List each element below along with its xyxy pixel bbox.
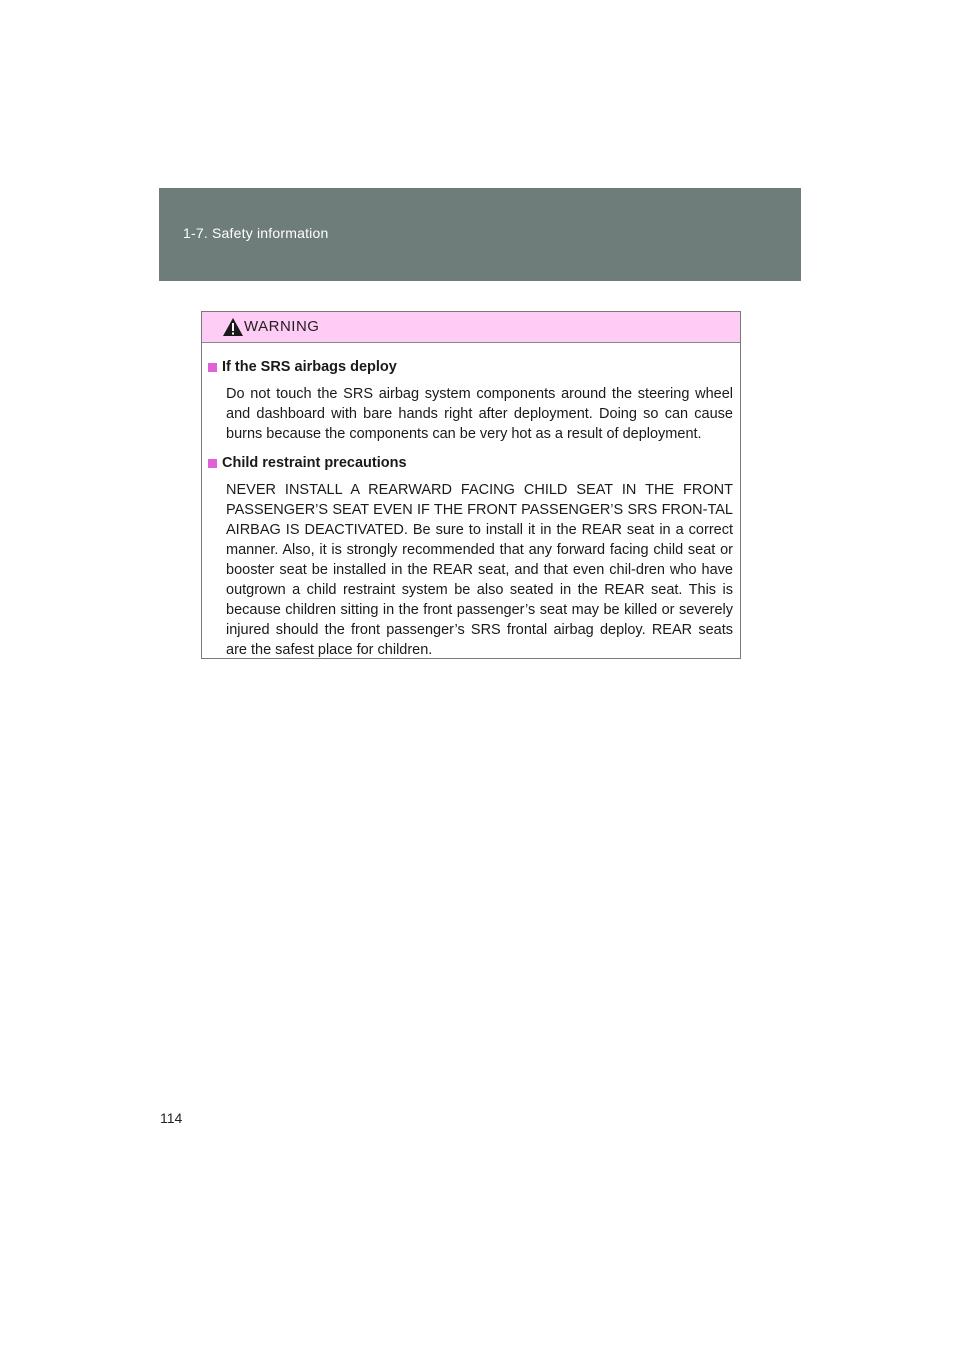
warning-label: WARNING xyxy=(244,318,320,335)
item-title xyxy=(208,453,733,473)
page-number: 114 xyxy=(160,1110,183,1126)
section-header-band xyxy=(159,188,801,281)
square-bullet-icon xyxy=(208,459,217,468)
item-body: NEVER INSTALL A REARWARD FACING CHILD SEAT IN THE FRONT PASSENGER’S SEAT EVEN IF THE FRONT PASSENGER’S SRS FRON-TAL AIRBAG IS DEACTIVATED. Be sure to install it in the REAR seat in a correct manner. Also, it is strongly recommended that any forward facing child seat or booster seat be installed in the REAR seat, and that even chil-dren who have outgrown a child restraint system be also seated in the REAR seat. This is because children sitting in the front passenger’s seat may be killed or severely injured should the front passenger’s SRS frontal airbag deploy. REAR seats are the safest place for children. xyxy=(226,482,733,658)
warning-triangle-icon xyxy=(222,317,244,337)
warning-header xyxy=(202,312,740,343)
section-title: 1-7. Safety information xyxy=(183,225,329,241)
item-title xyxy=(208,357,733,377)
item-title-text: If the SRS airbags deploy xyxy=(222,359,397,375)
square-bullet-icon xyxy=(208,363,217,372)
warning-content xyxy=(202,343,740,660)
item-title-text: Child restraint precautions xyxy=(222,455,407,471)
warning-box xyxy=(201,311,741,659)
item-body: Do not touch the SRS airbag system components around the steering wheel and dashboard with bare hands right after deployment. Doing so can cause burns because the components can be very hot as a result of deployment. xyxy=(226,386,733,442)
